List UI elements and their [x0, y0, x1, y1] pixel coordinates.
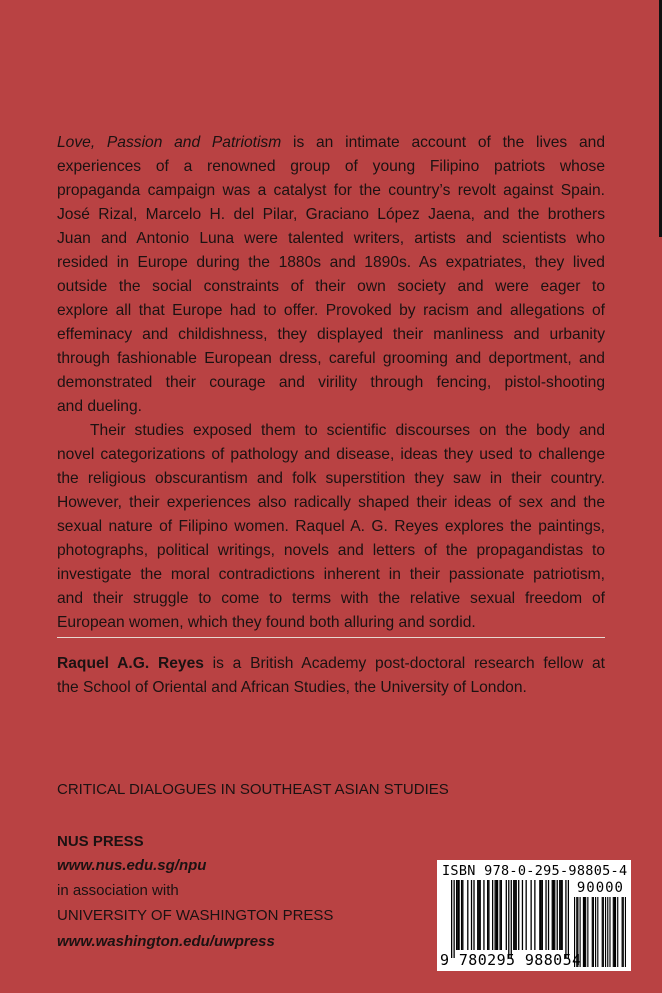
barcode-bar — [471, 880, 472, 950]
description-line: and their struggle to come to terms with the relative sexual freedom of — [57, 590, 605, 607]
description-line: novel categorizations of pathology and disease, ideas they used to challenge — [57, 446, 605, 463]
description-line: resided in Europe during the 1880s and 1890s. As expatriates, they lived — [57, 254, 605, 271]
barcode-bar — [565, 880, 566, 958]
divider — [57, 637, 605, 638]
barcode-bar — [501, 880, 502, 950]
association-text: in association with — [57, 882, 179, 899]
isbn-barcode — [437, 860, 631, 971]
addon-bar — [583, 897, 584, 967]
book-title: Love, Passion and Patriotism — [57, 134, 282, 151]
barcode-bar — [480, 880, 481, 950]
addon-bar — [609, 897, 610, 967]
addon-bar — [585, 897, 586, 967]
description-line: explore all that Europe had to offer. Provoked by racism and allegations of — [57, 302, 605, 319]
ean-number: 9 780295 988054 — [440, 951, 582, 969]
addon-bar — [584, 897, 585, 967]
partner-name: UNIVERSITY OF WASHINGTON PRESS — [57, 907, 334, 924]
barcode-bar — [453, 880, 454, 958]
barcode-bar — [483, 880, 484, 950]
bio-line: the School of Oriental and African Studies, the University of London. — [57, 679, 527, 696]
addon-bar — [602, 897, 603, 967]
addon-bar — [597, 897, 598, 967]
barcode-bar — [492, 880, 493, 950]
addon-bar — [613, 897, 614, 967]
barcode-bar — [539, 880, 540, 950]
barcode-bar — [522, 880, 523, 950]
barcode-bar — [559, 880, 560, 950]
barcode-bar — [478, 880, 479, 950]
barcode-bar — [540, 880, 541, 950]
barcode-bar — [477, 880, 478, 950]
partner-url[interactable]: www.washington.edu/uwpress — [57, 933, 275, 950]
barcode-bar — [557, 880, 558, 950]
barcode-bar — [467, 880, 468, 950]
description-line: effeminacy and childishness, they displayed their manliness and urbanity — [57, 326, 605, 343]
addon-bar — [607, 897, 608, 967]
barcode-bar — [545, 880, 546, 950]
publisher-url[interactable]: www.nus.edu.sg/npu — [57, 857, 207, 874]
description-paragraph-1 — [57, 131, 605, 635]
description-line: the religious obscurantism and folk superstition they saw in their country. — [57, 470, 605, 487]
barcode-bar — [542, 880, 543, 950]
barcode-bar — [534, 880, 535, 950]
description-line: and dueling. — [57, 398, 142, 415]
barcode-bar — [461, 880, 462, 950]
barcode-bar — [548, 880, 549, 950]
description-line: Juan and Antonio Luna were talented writers, artists and scientists who — [57, 230, 605, 247]
description-line: photographs, political writings, novels and letters of the propagandistas to — [57, 542, 605, 559]
barcode-bar — [553, 880, 554, 950]
barcode-bar — [462, 880, 463, 950]
description-line: propaganda campaign was a catalyst for the country’s revolt against Spain. — [57, 182, 605, 199]
barcode-bar — [506, 880, 507, 950]
addon-bar — [587, 897, 588, 967]
description-line: Love, Passion and Patriotism is an intimate account of the lives and — [57, 134, 605, 151]
description-line: outside the social constraints of their own society and were eager to — [57, 278, 605, 295]
publisher-name: NUS PRESS — [57, 833, 144, 850]
description-line: experiences of a renowned group of young Filipino patriots whose — [57, 158, 605, 175]
barcode-bar — [499, 880, 500, 950]
bio-line: Raquel A.G. Reyes is a British Academy post-doctoral research fellow at — [57, 655, 605, 672]
series-name: CRITICAL DIALOGUES IN SOUTHEAST ASIAN STUDIES — [57, 781, 449, 798]
barcode-bar — [526, 880, 527, 950]
barcode-bar — [518, 880, 519, 950]
barcode-bar — [560, 880, 561, 950]
addon-number: 90000 — [576, 880, 624, 896]
barcode-bar — [516, 880, 517, 950]
barcode-bar — [487, 880, 488, 950]
isbn-label: ISBN 978-0-295-98805-4 — [442, 863, 628, 879]
author-bio — [57, 652, 605, 700]
barcode-bar — [473, 880, 474, 950]
addon-bar — [605, 897, 606, 967]
addon-bar — [623, 897, 624, 967]
barcode-bar — [562, 880, 563, 950]
description-line: However, their experiences also radically shaped their ideas of sex and the — [57, 494, 605, 511]
barcode-bar — [456, 880, 457, 950]
addon-bar — [625, 897, 626, 967]
addon-bar — [603, 897, 604, 967]
barcode-bar — [451, 880, 452, 958]
barcode-bar — [497, 880, 498, 950]
barcode-bar — [514, 880, 515, 950]
barcode-bar — [554, 880, 555, 950]
addon-bar — [622, 897, 623, 967]
barcode-bar — [488, 880, 489, 950]
description-line: José Rizal, Marcelo H. del Pilar, Graciano López Jaena, and the brothers — [57, 206, 605, 223]
addon-bar — [617, 897, 618, 967]
description-line: demonstrated their courage and virility through fencing, pistol-shooting — [57, 374, 605, 391]
barcode-bar — [552, 880, 553, 950]
barcode-bar — [511, 880, 512, 958]
description-line: through fashionable European dress, careful grooming and deportment, and — [57, 350, 605, 367]
addon-bar — [595, 897, 596, 967]
barcode-bar — [568, 880, 569, 958]
barcode-bar — [496, 880, 497, 950]
addon-bar — [593, 897, 594, 967]
description-line: European women, which they found both alluring and sordid. — [57, 614, 476, 631]
description-line: investigate the moral contradictions inherent in their passionate patriotism, — [57, 566, 605, 583]
description-line: sexual nature of Filipino women. Raquel A. G. Reyes explores the paintings, — [57, 518, 605, 535]
addon-bar — [614, 897, 615, 967]
addon-bar — [592, 897, 593, 967]
barcode-bar — [457, 880, 458, 950]
barcode-bar — [513, 880, 514, 950]
author-name: Raquel A.G. Reyes — [57, 655, 204, 672]
addon-bars — [574, 897, 626, 967]
barcode-bar — [530, 880, 531, 950]
description-line: Their studies exposed them to scientific discourses on the body and — [90, 422, 605, 439]
barcode-bar — [508, 880, 509, 958]
barcode-bar — [494, 880, 495, 950]
addon-bar — [615, 897, 616, 967]
barcode-bar — [458, 880, 459, 950]
